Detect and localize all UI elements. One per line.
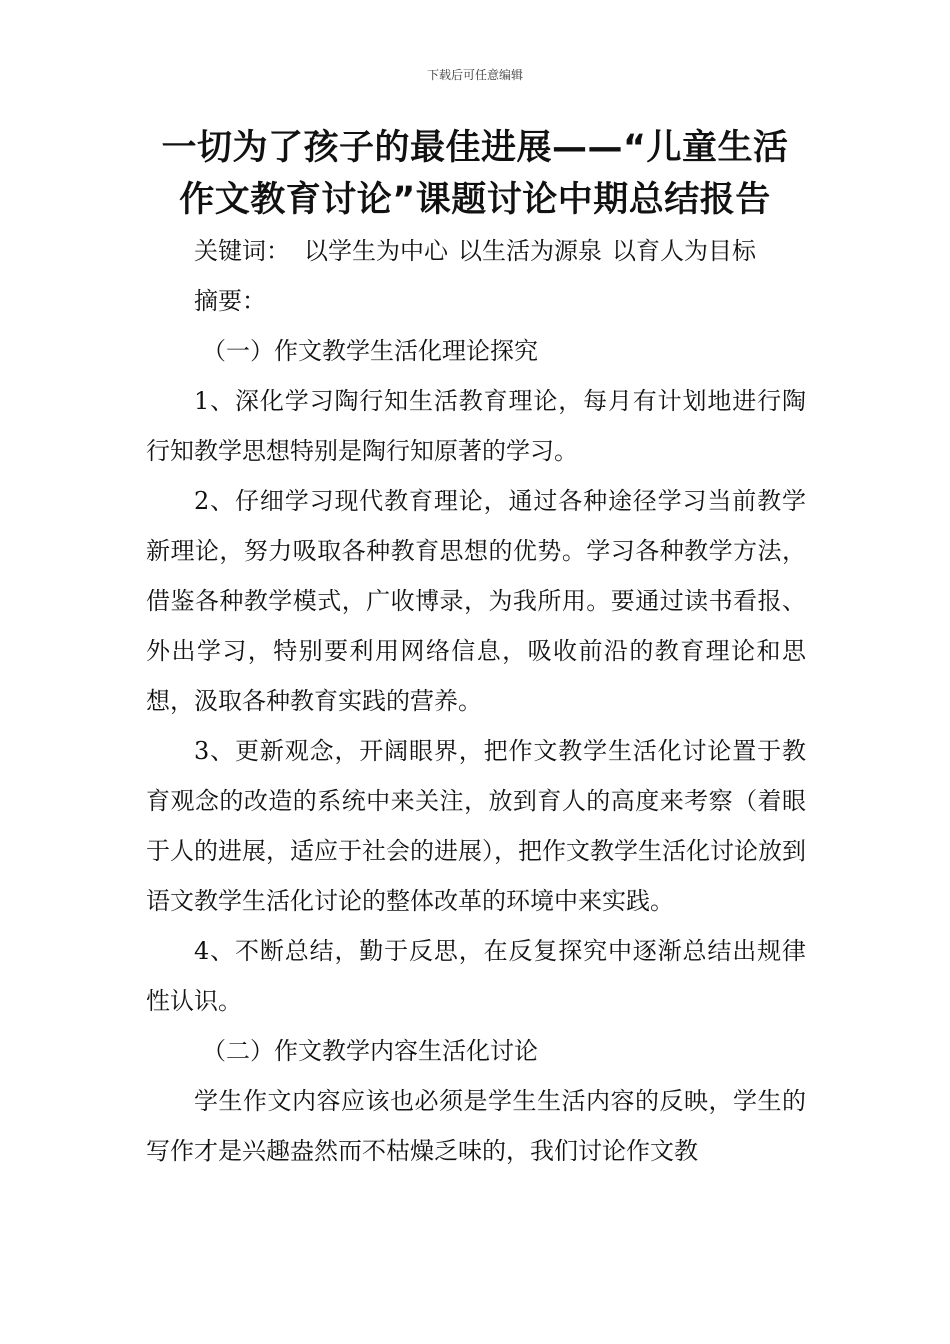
keywords-label: 关键词： xyxy=(194,237,290,265)
header-note: 下载后可任意编辑 xyxy=(426,68,523,82)
section-heading: （二）作文教学内容生活化讨论 xyxy=(202,1037,538,1065)
keyword-item: 以生活为源泉 xyxy=(458,237,602,265)
keyword-item: 以学生为中心 xyxy=(304,237,448,265)
paragraph: 2、仔细学习现代教育理论，通过各种途径学习当前教学新理论，努力吸取各种教育思想的优势。学习各种教学方法，借鉴各种教学模式，广收博录，为我所用。要通过读书看报、外出学习，特别要利用网络信息，吸收前沿的教育理论和思想，汲取各种教育实践的营养。 xyxy=(146,487,806,715)
title-line-2: 作文教育讨论”课题讨论中期总结报告 xyxy=(179,180,771,220)
keywords-line xyxy=(146,226,806,276)
paragraph: 1、深化学习陶行知生活教育理论，每月有计划地进行陶行知教学思想特别是陶行知原著的学习。 xyxy=(146,387,806,465)
keyword-item: 以育人为目标 xyxy=(612,237,756,265)
paragraph: 学生作文内容应该也必须是学生生活内容的反映，学生的写作才是兴趣盎然而不枯燥乏味的，我们讨论作文教 xyxy=(146,1087,806,1165)
title-line-1: 一切为了孩子的最佳进展——“儿童生活 xyxy=(161,128,789,168)
document-body xyxy=(146,226,806,1176)
section-heading: （一）作文教学生活化理论探究 xyxy=(202,337,538,365)
document-title xyxy=(120,122,830,226)
paragraph: 3、更新观念，开阔眼界，把作文教学生活化讨论置于教育观念的改造的系统中来关注，放到育人的高度来考察（着眼于人的进展，适应于社会的进展），把作文教学生活化讨论放到语文教学生活化讨论的整体改革的环境中来实践。 xyxy=(146,737,806,915)
paragraph: 4、不断总结，勤于反思，在反复探究中逐渐总结出规律性认识。 xyxy=(146,937,806,1015)
abstract-label: 摘要： xyxy=(194,287,266,315)
